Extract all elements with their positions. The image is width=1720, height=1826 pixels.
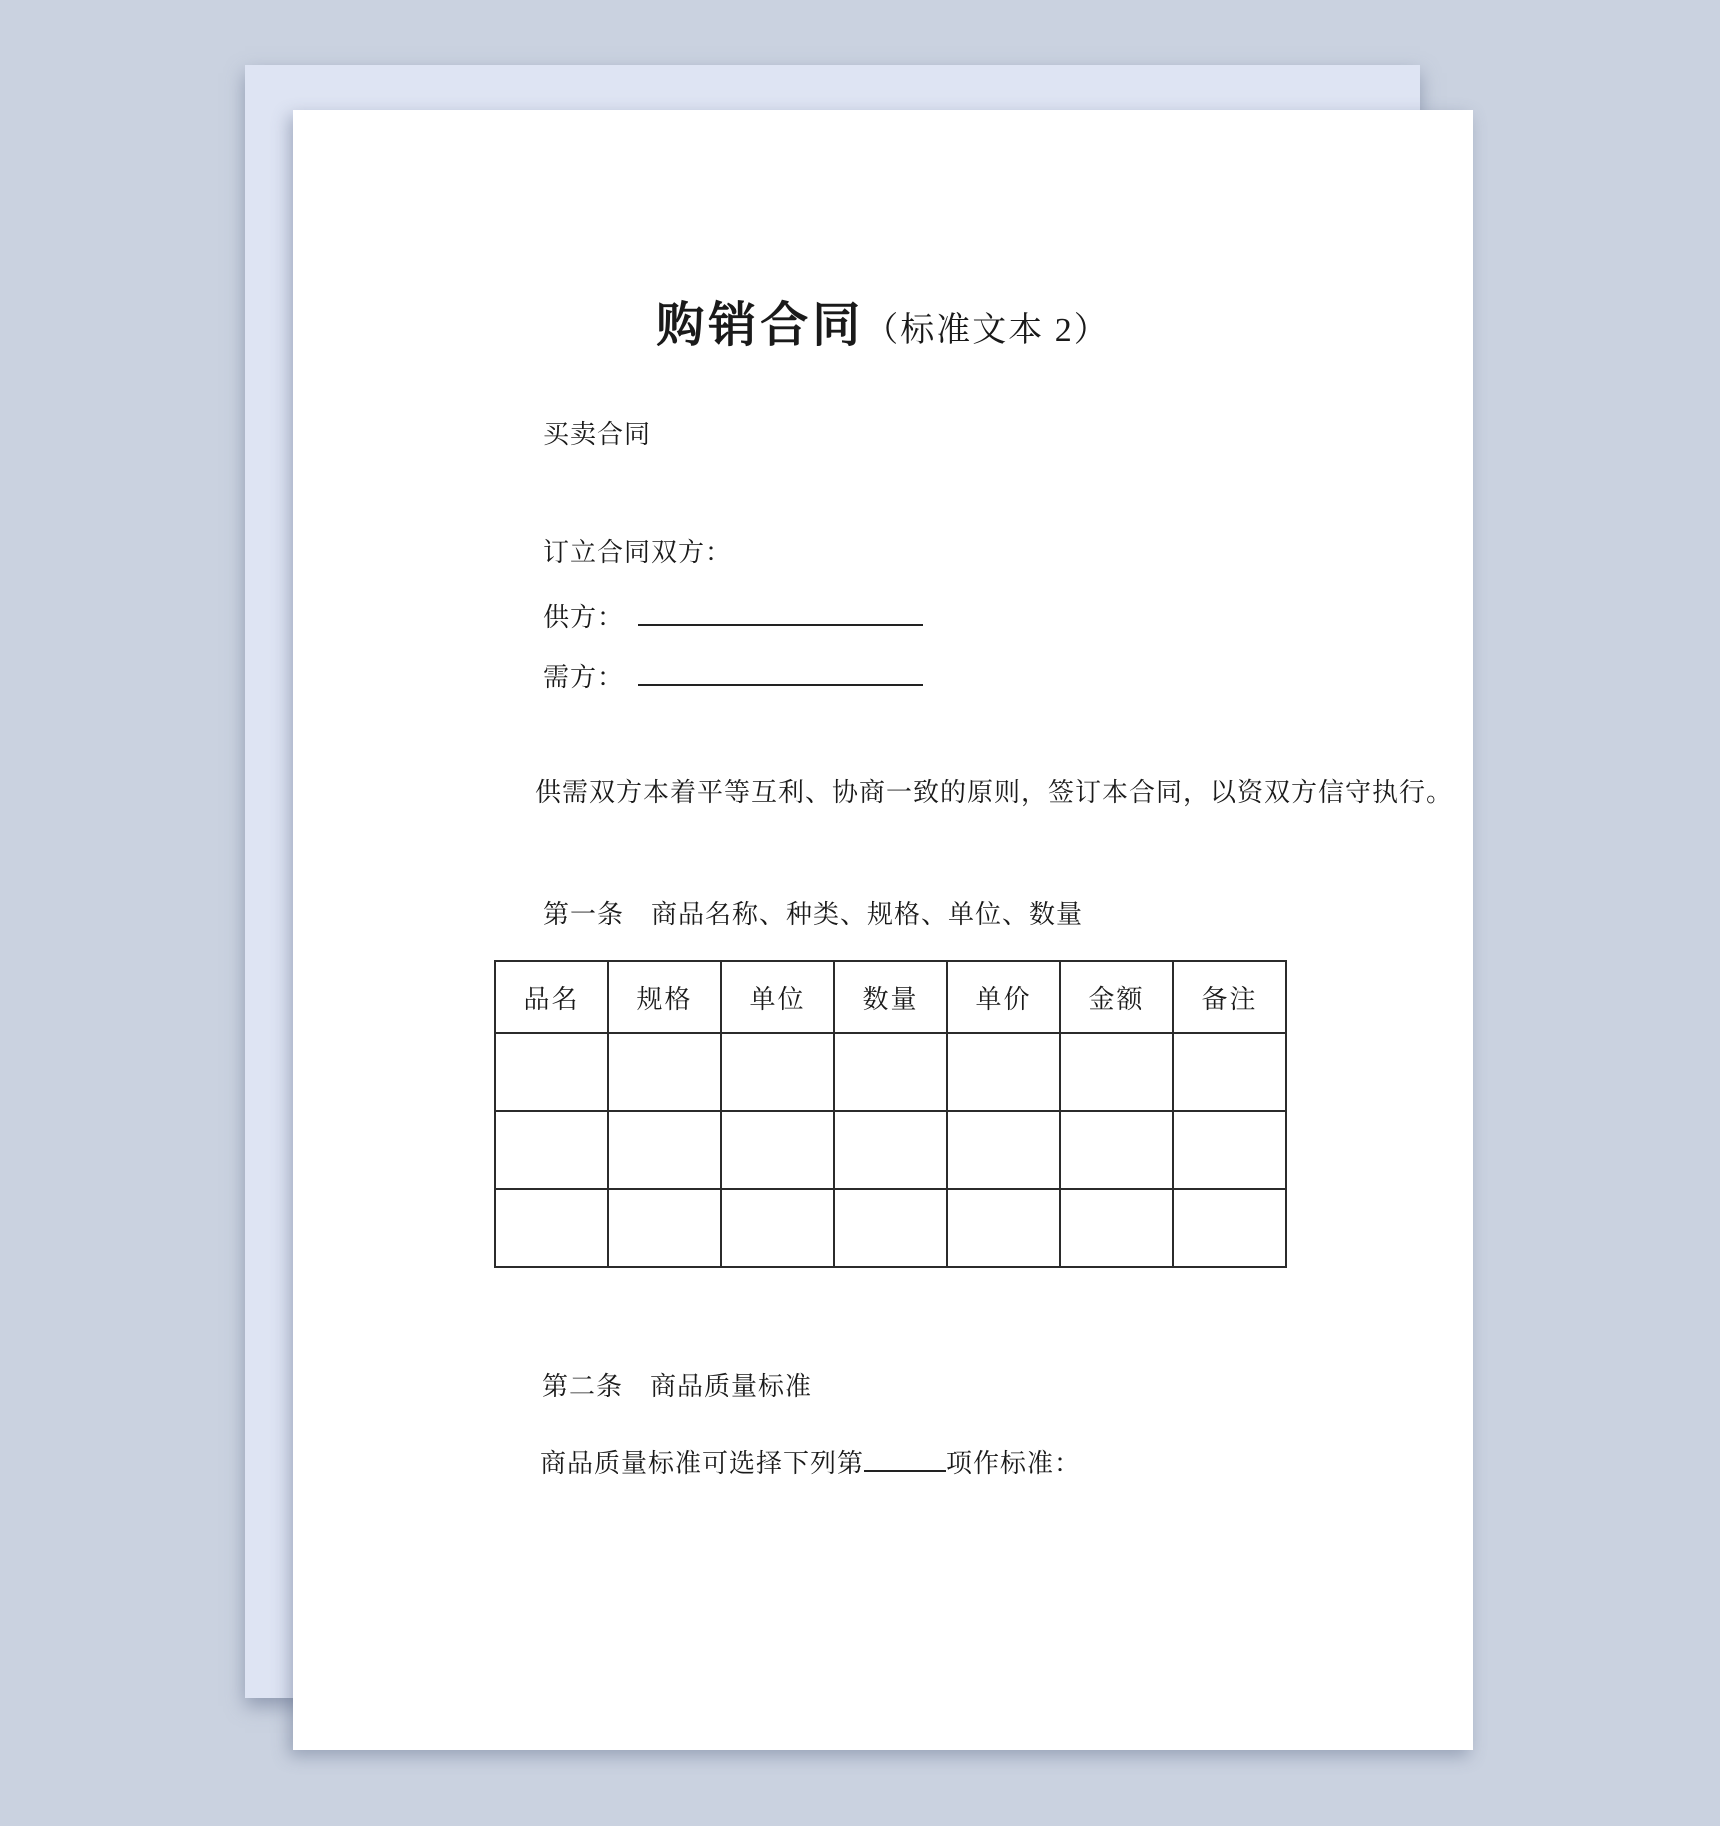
goods-table-cell (947, 1111, 1060, 1189)
parties-heading: 订立合同双方： (543, 538, 733, 567)
goods-table-row (495, 1111, 1286, 1189)
goods-table-cell (1173, 1111, 1286, 1189)
supplier-blank-line (638, 602, 923, 626)
goods-table-header-cell: 金额 (1060, 961, 1173, 1033)
goods-table-cell (1060, 1111, 1173, 1189)
goods-table-row (495, 1189, 1286, 1267)
quality-blank-line (864, 1448, 946, 1472)
goods-table-cell (721, 1189, 834, 1267)
goods-table-cell (1060, 1033, 1173, 1111)
goods-table-cell (947, 1189, 1060, 1267)
goods-table-head (495, 961, 1286, 1033)
document-title (293, 299, 1473, 352)
contract-page (293, 110, 1473, 1750)
goods-table-cell (608, 1111, 721, 1189)
goods-table-cell (495, 1033, 608, 1111)
preamble-paragraph: 供需双方本着平等互利、协商一致的原则，签订本合同，以资双方信守执行。 (535, 778, 1454, 807)
goods-table-cell (495, 1111, 608, 1189)
goods-table-cell (834, 1189, 947, 1267)
quality-line-suffix: 项作标准： (946, 1449, 1082, 1478)
goods-table-body (495, 1033, 1286, 1267)
goods-table-header-row (495, 961, 1286, 1033)
document-title-suffix: （标准文本 2） (864, 312, 1110, 349)
buyer-line (543, 662, 923, 691)
goods-table-cell (721, 1111, 834, 1189)
goods-table-cell (834, 1033, 947, 1111)
buyer-blank-line (638, 662, 923, 686)
goods-table-header-cell: 规格 (608, 961, 721, 1033)
supplier-line (543, 602, 923, 631)
goods-table-header-cell: 数量 (834, 961, 947, 1033)
goods-table-header-cell: 单价 (947, 961, 1060, 1033)
goods-table-header-cell: 单位 (721, 961, 834, 1033)
document-title-main: 购销合同 (656, 299, 865, 352)
goods-table-header-cell: 备注 (1173, 961, 1286, 1033)
quality-standard-line (540, 1448, 1081, 1477)
goods-table-cell (947, 1033, 1060, 1111)
goods-table-cell (1060, 1189, 1173, 1267)
goods-table-cell (608, 1033, 721, 1111)
buyer-label: 需方： (543, 663, 625, 692)
article2-heading: 第二条 商品质量标准 (542, 1372, 813, 1401)
quality-line-prefix: 商品质量标准可选择下列第 (540, 1449, 865, 1478)
goods-table-row (495, 1033, 1286, 1111)
contract-subtitle: 买卖合同 (543, 420, 652, 449)
goods-table-cell (1173, 1033, 1286, 1111)
supplier-label: 供方： (543, 603, 625, 632)
goods-table-cell (1173, 1189, 1286, 1267)
goods-table-cell (721, 1033, 834, 1111)
goods-table-header-cell: 品名 (495, 961, 608, 1033)
goods-table-cell (495, 1189, 608, 1267)
article1-heading: 第一条 商品名称、种类、规格、单位、数量 (543, 900, 1084, 929)
goods-table (494, 960, 1287, 1268)
goods-table-cell (834, 1111, 947, 1189)
goods-table-cell (608, 1189, 721, 1267)
